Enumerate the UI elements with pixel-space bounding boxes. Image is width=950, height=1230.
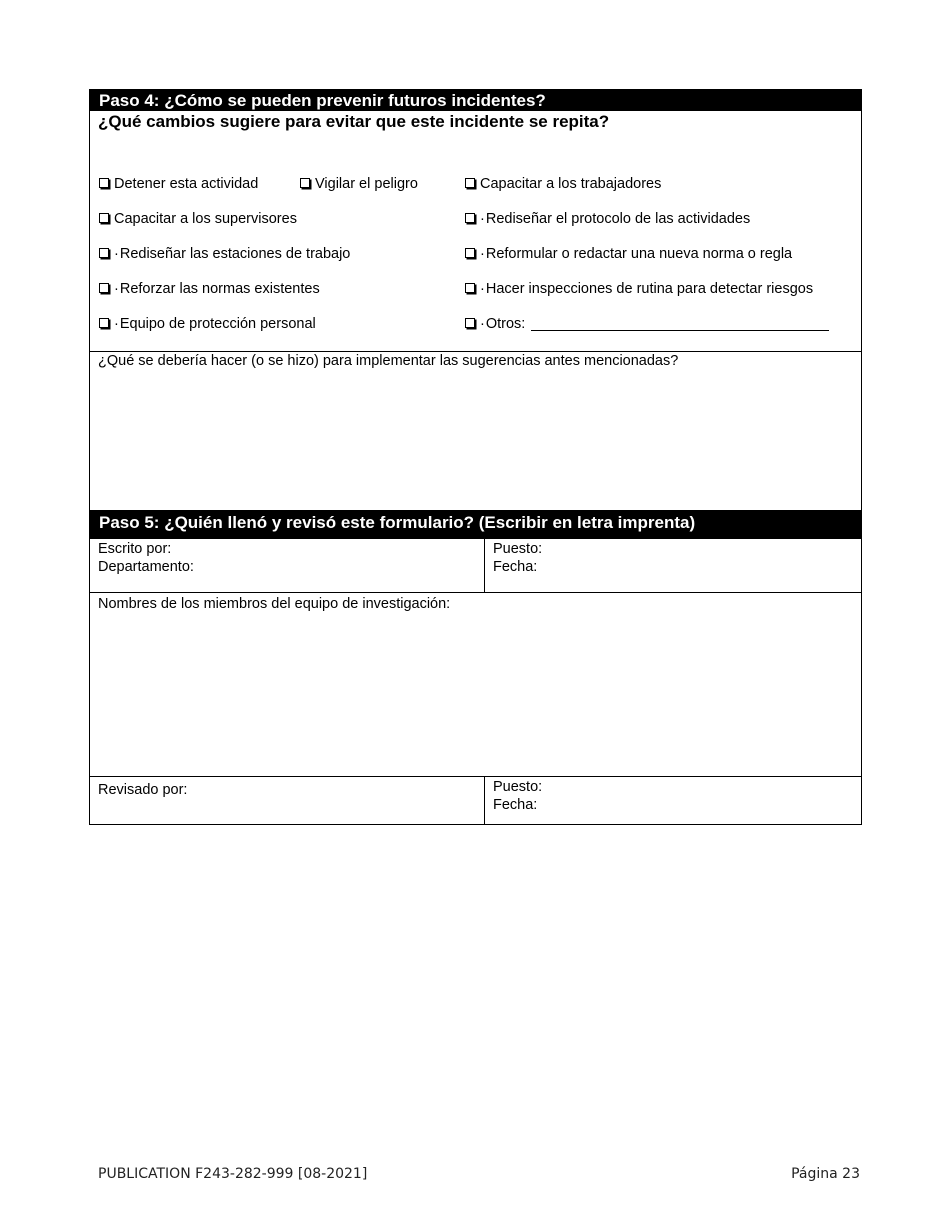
author-row: [90, 539, 861, 593]
step4-header: Paso 4: ¿Cómo se pueden prevenir futuros incidentes?: [89, 89, 862, 111]
reviewed-by-label: Revisado por:: [98, 782, 188, 798]
step5-box: [89, 539, 862, 825]
option-new-rule[interactable]: ·Reformular o redactar una nueva norma o regla: [465, 246, 792, 262]
checkbox-icon[interactable]: [99, 178, 109, 188]
checkbox-icon[interactable]: [99, 248, 109, 258]
step5-header: Paso 5: ¿Quién llenó y revisó este formulario? (Escribir en letra imprenta): [89, 511, 862, 539]
position2-label: Puesto:: [493, 779, 543, 795]
option-redesign-protocol[interactable]: ·Rediseñar el protocolo de las actividades: [465, 211, 750, 227]
option-routine-inspections[interactable]: ·Hacer inspecciones de rutina para detectar riesgos: [465, 281, 813, 297]
position-label: Puesto:: [493, 541, 543, 557]
option-train-workers[interactable]: Capacitar a los trabajadores: [465, 176, 661, 192]
checkbox-icon[interactable]: [99, 318, 109, 328]
date-label: Fecha:: [493, 559, 538, 575]
other-input-line[interactable]: [531, 330, 829, 331]
option-stop-activity[interactable]: Detener esta actividad: [99, 176, 258, 192]
checkbox-icon[interactable]: [465, 318, 475, 328]
date2-label: Fecha:: [493, 797, 538, 813]
checkbox-icon[interactable]: [99, 283, 109, 293]
option-train-supervisors[interactable]: Capacitar a los supervisores: [99, 211, 297, 227]
author-cell[interactable]: [90, 539, 485, 592]
page-number: Página 23: [791, 1166, 860, 1182]
option-monitor-hazard[interactable]: Vigilar el peligro: [300, 176, 418, 192]
option-other[interactable]: ·Otros:: [465, 316, 829, 332]
checkbox-icon[interactable]: [99, 213, 109, 223]
publication-number: PUBLICATION F243-282-999 [08-2021]: [98, 1166, 368, 1182]
checkbox-icon[interactable]: [300, 178, 310, 188]
checkbox-icon[interactable]: [465, 283, 475, 293]
team-members-label: Nombres de los miembros del equipo de investigación:: [98, 596, 451, 612]
option-reinforce-rules[interactable]: ·Reforzar las normas existentes: [99, 281, 320, 297]
implement-label: ¿Qué se debería hacer (o se hizo) para implementar las sugerencias antes mencionadas?: [98, 353, 679, 369]
reviewer-cell[interactable]: [90, 777, 485, 824]
reviewer-position-cell[interactable]: [485, 777, 861, 824]
written-by-label: Escrito por:: [98, 541, 172, 557]
option-ppe[interactable]: ·Equipo de protección personal: [99, 316, 316, 332]
checkbox-icon[interactable]: [465, 248, 475, 258]
implement-field[interactable]: [90, 352, 861, 510]
team-members-field[interactable]: [90, 593, 861, 777]
step4-question: ¿Qué cambios sugiere para evitar que este incidente se repita?: [98, 112, 610, 131]
options-grid: [90, 143, 861, 352]
department-label: Departamento:: [98, 559, 194, 575]
option-redesign-workstations[interactable]: ·Rediseñar las estaciones de trabajo: [99, 246, 350, 262]
incident-form: [89, 89, 862, 825]
step4-box: [89, 111, 862, 511]
reviewer-row: [90, 777, 861, 824]
checkbox-icon[interactable]: [465, 178, 475, 188]
checkbox-icon[interactable]: [465, 213, 475, 223]
author-position-cell[interactable]: [485, 539, 861, 592]
